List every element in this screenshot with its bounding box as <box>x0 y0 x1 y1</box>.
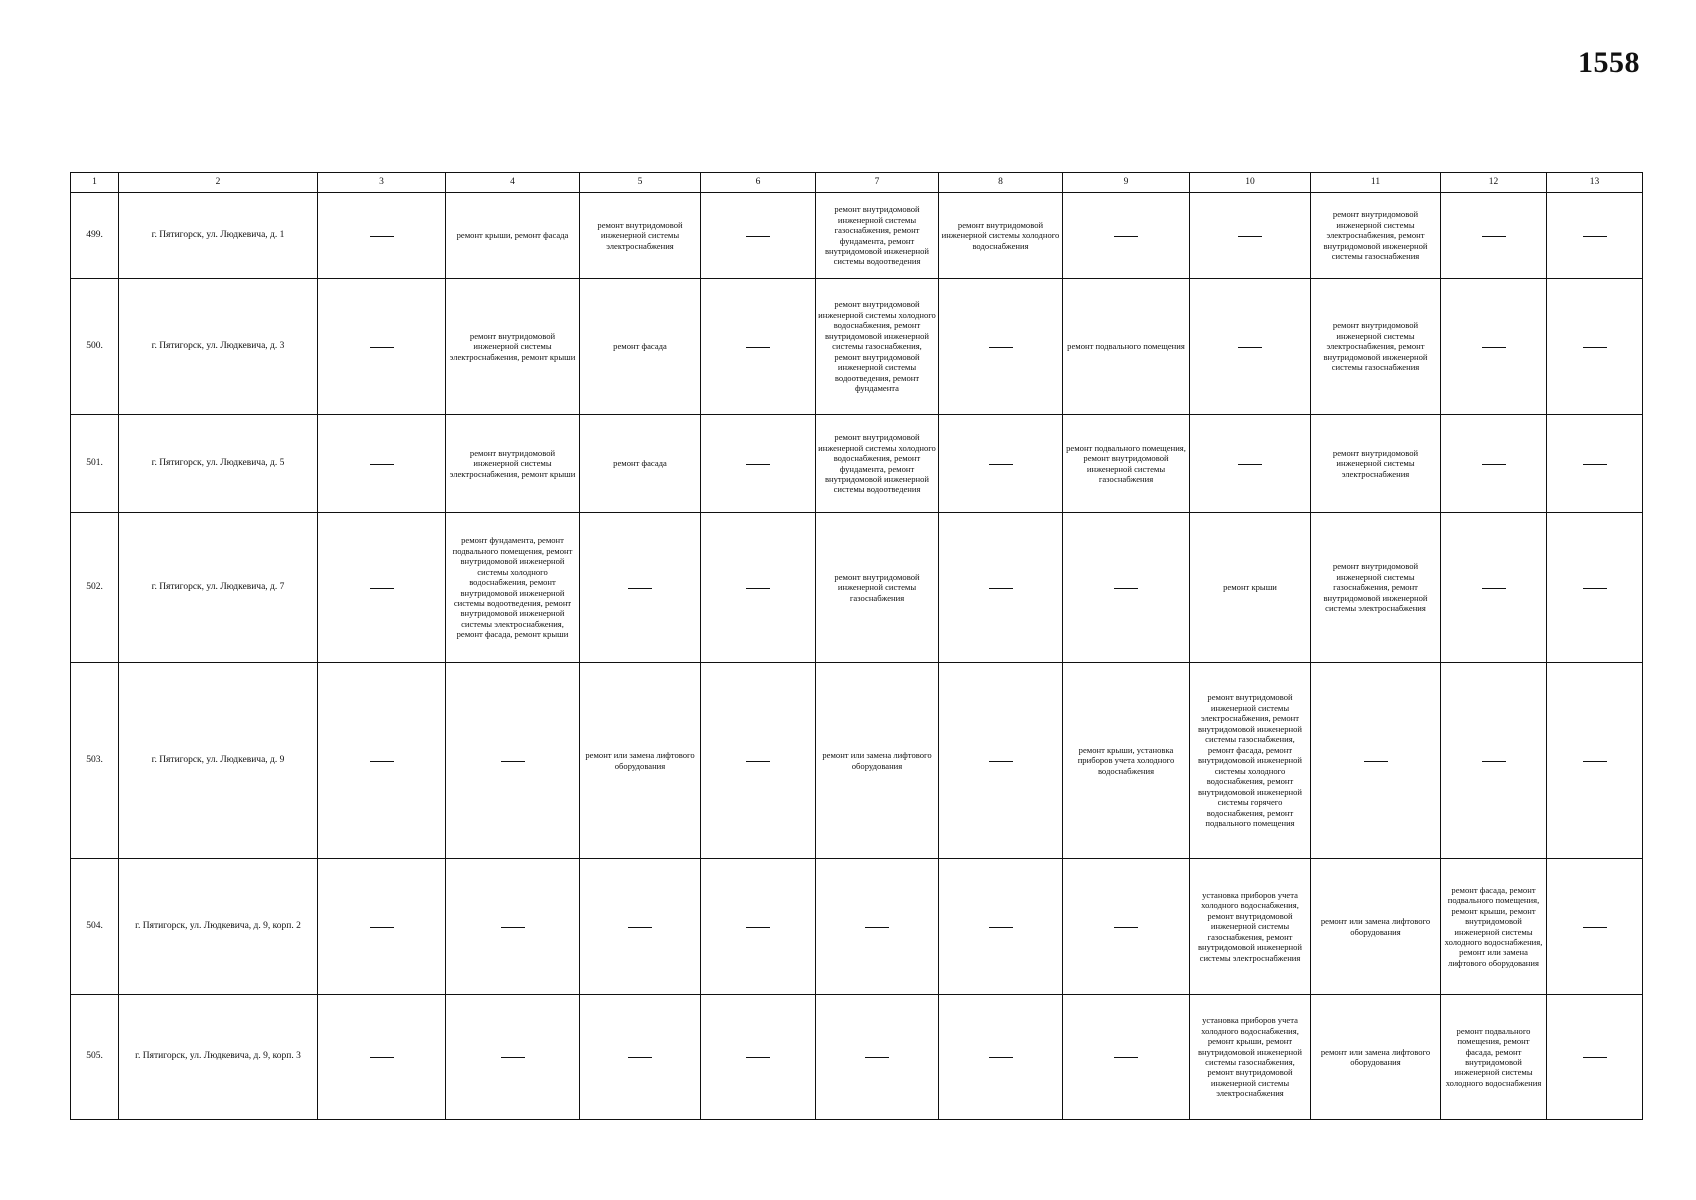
work-cell <box>1190 663 1311 859</box>
empty-cell <box>1190 279 1311 415</box>
dash-mark <box>1482 588 1506 589</box>
dash-mark <box>1583 347 1607 348</box>
empty-cell <box>580 859 701 995</box>
work-cell <box>1190 995 1311 1120</box>
column-header: 1 <box>71 173 119 193</box>
row-number: 501. <box>71 415 119 513</box>
work-cell <box>939 193 1063 279</box>
work-text: ремонт внутридомовой инженерной системы электроснабжения, ремонт внутридомовой инженерной системы газоснабжения <box>1323 320 1428 373</box>
dash-mark <box>989 927 1013 928</box>
work-cell <box>446 513 580 663</box>
work-cell <box>580 279 701 415</box>
work-text: ремонт внутридомовой инженерной системы электроснабжения, ремонт внутридомовой инженерной системы газоснабжения, ремонт фасада, ремонт внутридомовой инженерной системы холодного водоснабжения, ремонт внутридомовой инженерной системы горячего водоснабжения, ремонт подвального помещения <box>1197 692 1303 829</box>
work-cell <box>446 279 580 415</box>
dash-mark <box>370 347 394 348</box>
empty-cell <box>701 995 816 1120</box>
empty-cell <box>701 415 816 513</box>
empty-cell <box>1547 193 1643 279</box>
dash-mark <box>1583 761 1607 762</box>
dash-mark <box>1482 236 1506 237</box>
work-text: ремонт крыши <box>1223 582 1277 593</box>
column-header: 11 <box>1311 173 1441 193</box>
empty-cell <box>701 513 816 663</box>
empty-cell <box>701 663 816 859</box>
work-text: ремонт внутридомовой инженерной системы газоснабжения, ремонт внутридомовой инженерной системы электроснабжения <box>1323 561 1428 614</box>
dash-mark <box>501 761 525 762</box>
dash-mark <box>370 588 394 589</box>
dash-mark <box>746 761 770 762</box>
dash-mark <box>746 588 770 589</box>
dash-mark <box>1114 1057 1138 1058</box>
empty-cell <box>939 415 1063 513</box>
work-cell <box>1063 279 1190 415</box>
work-cell <box>1311 995 1441 1120</box>
row-number: 502. <box>71 513 119 663</box>
empty-cell <box>1547 513 1643 663</box>
work-cell <box>1190 859 1311 995</box>
empty-cell <box>816 995 939 1120</box>
dash-mark <box>746 347 770 348</box>
work-text: ремонт фасада, ремонт подвального помещения, ремонт крыши, ремонт внутридомовой инженерной системы холодного водоснабжения, ремонт или замена лифтового оборудования <box>1444 884 1543 968</box>
row-number: 503. <box>71 663 119 859</box>
work-cell <box>1190 513 1311 663</box>
dash-mark <box>1482 464 1506 465</box>
empty-cell <box>939 859 1063 995</box>
column-header: 4 <box>446 173 580 193</box>
header-row <box>71 173 1643 193</box>
empty-cell <box>1063 859 1190 995</box>
dash-mark <box>989 464 1013 465</box>
work-cell <box>1311 513 1441 663</box>
table-row <box>71 663 1643 859</box>
dash-mark <box>1114 588 1138 589</box>
dash-mark <box>1238 464 1262 465</box>
dash-mark <box>1114 927 1138 928</box>
page-number: 1558 <box>1578 46 1640 79</box>
dash-mark <box>370 236 394 237</box>
work-text: ремонт подвального помещения, ремонт фасада, ремонт внутридомовой инженерной системы холодного водоснабжения <box>1445 1025 1542 1088</box>
table-row <box>71 415 1643 513</box>
work-text: ремонт или замена лифтового оборудования <box>822 750 932 771</box>
dash-mark <box>370 927 394 928</box>
empty-cell <box>1547 415 1643 513</box>
dash-mark <box>628 927 652 928</box>
column-header: 5 <box>580 173 701 193</box>
empty-cell <box>1441 663 1547 859</box>
table-row <box>71 279 1643 415</box>
empty-cell <box>701 859 816 995</box>
empty-cell <box>939 995 1063 1120</box>
address-cell: г. Пятигорск, ул. Людкевича, д. 5 <box>119 415 318 513</box>
empty-cell <box>318 279 446 415</box>
empty-cell <box>701 193 816 279</box>
row-number: 505. <box>71 995 119 1120</box>
dash-mark <box>628 1057 652 1058</box>
work-text: ремонт фасада <box>613 341 667 352</box>
empty-cell <box>1441 279 1547 415</box>
work-cell <box>1311 415 1441 513</box>
column-header: 8 <box>939 173 1063 193</box>
column-header: 3 <box>318 173 446 193</box>
dash-mark <box>746 927 770 928</box>
address-cell: г. Пятигорск, ул. Людкевича, д. 9, корп. 2 <box>119 859 318 995</box>
work-text: ремонт крыши, установка приборов учета холодного водоснабжения <box>1077 744 1175 776</box>
work-text: ремонт фасада <box>613 458 667 469</box>
dash-mark <box>501 1057 525 1058</box>
row-number: 500. <box>71 279 119 415</box>
empty-cell <box>939 513 1063 663</box>
work-text: ремонт подвального помещения <box>1067 341 1185 352</box>
work-text: ремонт внутридомовой инженерной системы холодного водоснабжения, ремонт фундамента, ремонт внутридомовой инженерной системы водоотведения <box>818 432 936 495</box>
empty-cell <box>816 859 939 995</box>
column-header: 13 <box>1547 173 1643 193</box>
column-header: 7 <box>816 173 939 193</box>
dash-mark <box>746 1057 770 1058</box>
empty-cell <box>1547 859 1643 995</box>
empty-cell <box>1190 415 1311 513</box>
table-row <box>71 193 1643 279</box>
work-text: ремонт крыши, ремонт фасада <box>456 230 569 241</box>
dash-mark <box>989 347 1013 348</box>
table-row <box>71 859 1643 995</box>
empty-cell <box>1063 513 1190 663</box>
empty-cell <box>318 415 446 513</box>
capital-repair-table <box>70 172 1643 1120</box>
dash-mark <box>628 588 652 589</box>
column-header: 2 <box>119 173 318 193</box>
work-text: ремонт или замена лифтового оборудования <box>1320 1046 1431 1067</box>
empty-cell <box>318 663 446 859</box>
dash-mark <box>1583 464 1607 465</box>
dash-mark <box>865 927 889 928</box>
dash-mark <box>746 236 770 237</box>
dash-mark <box>865 1057 889 1058</box>
empty-cell <box>1441 193 1547 279</box>
work-cell <box>580 193 701 279</box>
work-text: ремонт внутридомовой инженерной системы газоснабжения, ремонт фундамента, ремонт внутридомовой инженерной системы водоотведения <box>824 204 930 267</box>
empty-cell <box>939 663 1063 859</box>
dash-mark <box>989 588 1013 589</box>
address-cell: г. Пятигорск, ул. Людкевича, д. 1 <box>119 193 318 279</box>
table-row <box>71 513 1643 663</box>
empty-cell <box>446 663 580 859</box>
empty-cell <box>1063 995 1190 1120</box>
work-text: ремонт внутридомовой инженерной системы электроснабжения <box>597 219 683 251</box>
column-header: 10 <box>1190 173 1311 193</box>
row-number: 499. <box>71 193 119 279</box>
work-cell <box>816 663 939 859</box>
dash-mark <box>1114 236 1138 237</box>
work-text: ремонт фундамента, ремонт подвального помещения, ремонт внутридомовой инженерной системы холодного водоснабжения, ремонт внутридомовой инженерной системы водоотведения, ремонт внутридомовой инженерной системы электроснабжения, ремонт фасада, ремонт крыши <box>452 535 573 640</box>
work-text: ремонт внутридомовой инженерной системы холодного водоснабжения, ремонт внутридомовой инженерной системы газоснабжения, ремонт внутридомовой инженерной системы водоотведения, ремонт фундамента <box>818 299 936 394</box>
dash-mark <box>1583 1057 1607 1058</box>
dash-mark <box>1583 236 1607 237</box>
address-cell: г. Пятигорск, ул. Людкевича, д. 9, корп. 3 <box>119 995 318 1120</box>
dash-mark <box>501 927 525 928</box>
empty-cell <box>1441 415 1547 513</box>
column-header: 6 <box>701 173 816 193</box>
dash-mark <box>1364 761 1388 762</box>
empty-cell <box>939 279 1063 415</box>
column-header: 9 <box>1063 173 1190 193</box>
dash-mark <box>989 761 1013 762</box>
address-cell: г. Пятигорск, ул. Людкевича, д. 7 <box>119 513 318 663</box>
empty-cell <box>446 995 580 1120</box>
dash-mark <box>1583 927 1607 928</box>
work-cell <box>1063 663 1190 859</box>
dash-mark <box>989 1057 1013 1058</box>
empty-cell <box>1311 663 1441 859</box>
work-cell <box>1441 859 1547 995</box>
work-cell <box>580 415 701 513</box>
dash-mark <box>1482 761 1506 762</box>
work-text: ремонт внутридомовой инженерной системы электроснабжения <box>1332 447 1419 479</box>
dash-mark <box>746 464 770 465</box>
work-cell <box>1311 193 1441 279</box>
empty-cell <box>446 859 580 995</box>
address-cell: г. Пятигорск, ул. Людкевича, д. 9 <box>119 663 318 859</box>
work-text: ремонт внутридомовой инженерной системы газоснабжения <box>834 571 920 603</box>
work-cell <box>1441 995 1547 1120</box>
empty-cell <box>318 995 446 1120</box>
empty-cell <box>701 279 816 415</box>
dash-mark <box>1238 236 1262 237</box>
dash-mark <box>1482 347 1506 348</box>
work-text: ремонт внутридомовой инженерной системы холодного водоснабжения <box>941 219 1060 251</box>
work-cell <box>446 415 580 513</box>
work-text: установка приборов учета холодного водоснабжения, ремонт крыши, ремонт внутридомовой инженерной системы газоснабжения, ремонт внутридомовой инженерной системы электроснабжения <box>1197 1015 1303 1099</box>
work-text: ремонт внутридомовой инженерной системы электроснабжения, ремонт внутридомовой инженерной системы газоснабжения <box>1323 209 1428 262</box>
empty-cell <box>580 995 701 1120</box>
work-cell <box>816 415 939 513</box>
work-text: ремонт или замена лифтового оборудования <box>1320 916 1431 937</box>
empty-cell <box>318 193 446 279</box>
work-cell <box>446 193 580 279</box>
empty-cell <box>1547 663 1643 859</box>
work-cell <box>1311 859 1441 995</box>
dash-mark <box>370 761 394 762</box>
work-text: ремонт подвального помещения, ремонт внутридомовой инженерной системы газоснабжения <box>1066 442 1186 484</box>
table-row <box>71 995 1643 1120</box>
work-cell <box>816 279 939 415</box>
work-text: ремонт внутридомовой инженерной системы электроснабжения, ремонт крыши <box>449 330 576 362</box>
work-cell <box>580 663 701 859</box>
work-cell <box>1311 279 1441 415</box>
work-text: установка приборов учета холодного водоснабжения, ремонт внутридомовой инженерной системы газоснабжения, ремонт внутридомовой инженерной системы электроснабжения <box>1197 889 1303 963</box>
work-text: ремонт внутридомовой инженерной системы электроснабжения, ремонт крыши <box>449 447 576 479</box>
empty-cell <box>1441 513 1547 663</box>
empty-cell <box>1547 279 1643 415</box>
empty-cell <box>580 513 701 663</box>
empty-cell <box>318 859 446 995</box>
empty-cell <box>1063 193 1190 279</box>
dash-mark <box>1583 588 1607 589</box>
dash-mark <box>370 464 394 465</box>
row-number: 504. <box>71 859 119 995</box>
column-header: 12 <box>1441 173 1547 193</box>
work-cell <box>816 513 939 663</box>
empty-cell <box>318 513 446 663</box>
empty-cell <box>1547 995 1643 1120</box>
dash-mark <box>370 1057 394 1058</box>
dash-mark <box>1238 347 1262 348</box>
work-text: ремонт или замена лифтового оборудования <box>585 750 695 771</box>
empty-cell <box>1190 193 1311 279</box>
work-cell <box>816 193 939 279</box>
address-cell: г. Пятигорск, ул. Людкевича, д. 3 <box>119 279 318 415</box>
work-cell <box>1063 415 1190 513</box>
